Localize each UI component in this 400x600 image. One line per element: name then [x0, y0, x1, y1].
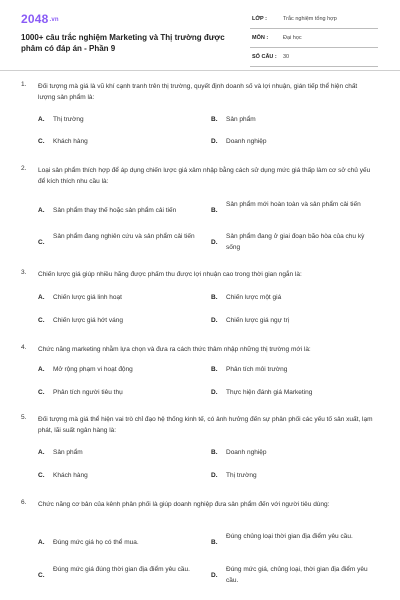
- option-text: Chiến lược giá ngự trị: [226, 317, 290, 324]
- option-letter: B.: [211, 294, 218, 301]
- option-letter: D.: [211, 389, 218, 396]
- question-text: Chức năng cơ bản của kênh phân phối là giúp doanh nghiệp đưa sản phẩm đến với người tiêu dùng:: [38, 501, 330, 508]
- option-text: Khách hàng: [53, 472, 88, 479]
- option-letter: C.: [38, 138, 45, 145]
- question-number: 1.: [21, 81, 27, 88]
- question-text: Loại sản phẩm thích hợp để áp dụng chiến lược giá xâm nhập bằng cách sử dụng mức giá thấp làm cơ sở chủ yếu để kích thích nhu cầu là:: [38, 167, 371, 185]
- option-letter: D.: [211, 138, 218, 145]
- question-text: Chức năng marketing nhằm lựa chọn và đưa ra cách thức thâm nhập những thị trường mới là:: [38, 346, 311, 353]
- question-text: Đối tượng mà giá thể hiện vai trò chỉ đạo hệ thống kinh tế, có ảnh hưởng đến sự phân phối các yếu tố sản xuất, lạm phát, lãi suất ngân hàng là:: [38, 416, 373, 434]
- question-number: 2.: [21, 165, 27, 172]
- question-text: Chiến lược giá giúp nhiều hãng được phấm thu được lợi nhuận cao trong thời gian ngắn là:: [38, 271, 302, 278]
- question-number: 3.: [21, 269, 27, 276]
- logo-text: 2048: [21, 12, 49, 26]
- option-text: Đúng mức giá họ có thể mua.: [53, 539, 139, 546]
- option-text: Phân tích người tiêu thụ: [53, 389, 123, 396]
- meta-subject-label: MÔN :: [252, 35, 269, 41]
- option-letter: A.: [38, 116, 45, 123]
- option-text: Phân tích môi trường: [226, 366, 288, 373]
- option-text: Sản phẩm: [53, 449, 83, 456]
- option-text: Sản phẩm đang nghiên cứu và sản phẩm cải tiến: [53, 233, 195, 240]
- header-divider: [0, 70, 400, 71]
- option-letter: C.: [38, 572, 45, 579]
- logo-domain: .vn: [49, 16, 59, 23]
- option-letter: B.: [211, 449, 218, 456]
- option-letter: C.: [38, 317, 45, 324]
- worksheet-title: 1000+ câu trắc nghiệm Marketing và Thị trường được phâm có đáp án - Phần 9: [21, 33, 225, 53]
- option-text: Chiến lược giá hớt váng: [53, 317, 123, 324]
- option-letter: A.: [38, 539, 45, 546]
- option-letter: B.: [211, 116, 218, 123]
- worksheet-meta: [250, 12, 378, 69]
- option-text: Sản phẩm thay thế hoặc sản phẩm cải tiến: [53, 207, 177, 214]
- meta-subject-row: [250, 31, 378, 48]
- option-text: Mở rộng phạm vi hoạt động: [53, 366, 133, 373]
- option-letter: B.: [211, 207, 218, 214]
- option-text: Chiến lược giá linh hoạt: [53, 294, 122, 301]
- option-letter: A.: [38, 207, 45, 214]
- option-letter: D.: [211, 317, 218, 324]
- option-letter: C.: [38, 389, 45, 396]
- option-letter: D.: [211, 572, 218, 579]
- meta-class-label: LỚP :: [252, 16, 267, 22]
- option-text: Thị trường: [53, 116, 84, 123]
- option-letter: C.: [38, 239, 45, 246]
- worksheet-header: [0, 0, 400, 70]
- option-text: Sản phẩm đang ở giai đoạn bão hòa của chu kỳ sống: [226, 233, 365, 251]
- option-text: Doanh nghiệp: [226, 138, 267, 145]
- option-letter: D.: [211, 239, 218, 246]
- option-letter: A.: [38, 366, 45, 373]
- meta-count-value: 30: [283, 54, 290, 60]
- option-text: Doanh nghiệp: [226, 449, 267, 456]
- meta-class-value: Trắc nghiệm tổng hợp: [283, 16, 337, 22]
- question-number: 4.: [21, 344, 27, 351]
- meta-subject-value: Đại học: [283, 35, 302, 41]
- option-text: Đúng mức giá, chủng loại, thời gian địa điểm yêu cầu.: [226, 566, 368, 584]
- option-text: Thị trường: [226, 472, 257, 479]
- option-text: Sản phẩm: [226, 116, 256, 123]
- question-number: 6.: [21, 499, 27, 506]
- meta-count-row: [250, 50, 378, 67]
- question-text: Đối tượng mà giá là vũ khí cạnh tranh trên thị trường, quyết định doanh số và lợi nhuận, gián tiếp thể hiện chất lượng sản phẩm là:: [38, 83, 358, 101]
- option-letter: B.: [211, 539, 218, 546]
- option-text: Sản phẩm mới hoàn toàn và sản phẩm cải tiến: [226, 201, 361, 208]
- option-letter: A.: [38, 449, 45, 456]
- option-text: Thực hiện đánh giá Marketing: [226, 389, 313, 396]
- meta-count-label: SỐ CÂU :: [252, 54, 277, 60]
- option-text: Đúng mức giá đúng thời gian địa điểm yêu cầu.: [53, 566, 190, 573]
- option-letter: A.: [38, 294, 45, 301]
- option-text: Khách hàng: [53, 138, 88, 145]
- option-letter: C.: [38, 472, 45, 479]
- question-number: 5.: [21, 414, 27, 421]
- option-letter: D.: [211, 472, 218, 479]
- option-text: Đúng chủng loại thời gian địa điểm yêu cầu.: [226, 533, 353, 540]
- meta-class-row: [250, 12, 378, 29]
- option-text: Chiến lược một giá: [226, 294, 282, 301]
- option-letter: B.: [211, 366, 218, 373]
- site-logo[interactable]: [21, 12, 59, 26]
